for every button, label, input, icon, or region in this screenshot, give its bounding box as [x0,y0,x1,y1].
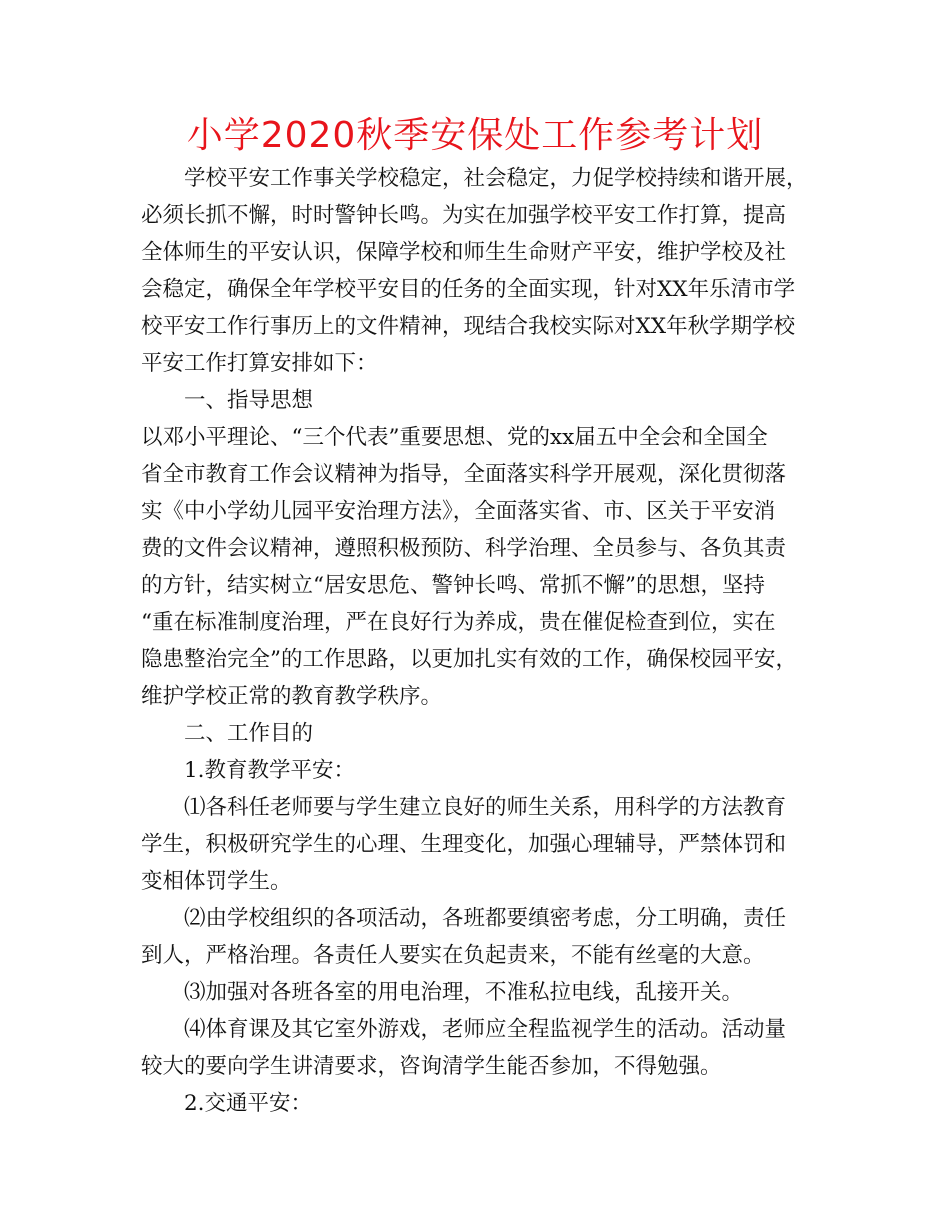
text-line: 全体师生的平安认识，保障学校和师生生命财产平安，维护学校及社 [141,240,787,265]
text-line: 校平安工作行事历上的文件精神，现结合我校实际对XX年秋学期学校 [141,314,796,339]
section-heading: 二、工作目的 [184,721,314,746]
document-body [141,160,811,1122]
text-line: 到人，严格治理。各责任人要实在负起责来，不能有丝毫的大意。 [141,943,765,968]
text-line: ⑵由学校组织的各项活动，各班都要缜密考虑，分工明确，责任 [184,906,787,931]
section-heading: 一、指导思想 [184,388,314,413]
text-line: 平安工作打算安排如下： [141,351,378,376]
document-title: 小学2020秋季安保处工作参考计划 [186,115,764,156]
text-line: 变相体罚学生。 [141,869,292,894]
text-line: ⑴各科任老师要与学生建立良好的师生关系，用科学的方法教育 [184,795,787,820]
text-line: 费的文件会议精神，遵照积极预防、科学治理、全员参与、各负其责 [141,536,787,561]
subsection-heading: 1.教育教学平安： [184,758,356,783]
text-line: ⑷体育课及其它室外游戏，老师应全程监视学生的活动。活动量 [184,1017,787,1042]
text-line: 维护学校正常的教育教学秩序。 [141,684,443,709]
text-line: 的方针，结实树立“居安思危、警钟长鸣、常抓不懈”的思想，坚持 [141,573,765,598]
text-line: 隐患整治完全”的工作思路，以更加扎实有效的工作，确保校园平安， [141,647,797,672]
text-line: 会稳定，确保全年学校平安目的任务的全面实现，针对XX年乐清市学 [141,277,796,302]
text-line: “重在标准制度治理，严在良好行为养成，贵在催促检查到位，实在 [141,610,776,635]
text-line: 较大的要向学生讲清要求，咨询清学生能否参加，不得勉强。 [141,1054,722,1079]
text-line: 省全市教育工作会议精神为指导，全面落实科学开展观，深化贯彻落 [141,462,787,487]
text-line: 必须长抓不懈，时时警钟长鸣。为实在加强学校平安工作打算，提高 [141,203,787,228]
text-line: 以邓小平理论、“三个代表”重要思想、党的xx届五中全会和全国全 [141,425,768,450]
text-line: 实《中小学幼儿园平安治理方法》，全面落实省、市、区关于平安消 [141,499,776,524]
subsection-heading: 2.交通平安： [184,1091,313,1116]
text-line: ⑶加强对各班各室的用电治理，不准私拉电线，乱接开关。 [184,980,744,1005]
text-line: 学校平安工作事关学校稳定，社会稳定，力促学校持续和谐开展， [184,166,808,191]
text-line: 学生，积极研究学生的心理、生理变化，加强心理辅导，严禁体罚和 [141,832,787,857]
